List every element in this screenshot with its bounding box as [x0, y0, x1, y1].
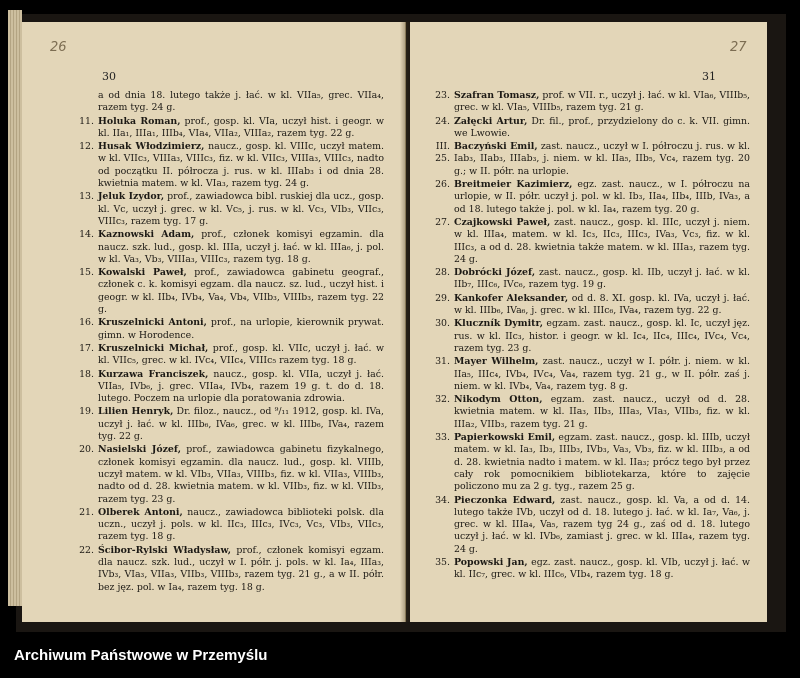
entry-number: 15.	[79, 267, 94, 279]
teacher-name: Szafran Tomasz,	[454, 90, 540, 101]
entry-number: 33.	[435, 432, 450, 444]
entry-number: 19.	[79, 406, 94, 418]
staff-entry	[72, 116, 384, 141]
archive-footer	[0, 634, 800, 678]
staff-entry	[72, 545, 384, 594]
entry-number: 21.	[79, 506, 94, 518]
entry-number: 16.	[79, 317, 94, 329]
staff-entry	[428, 179, 750, 216]
entry-number: 18.	[79, 368, 94, 380]
entry-number: 31.	[435, 356, 450, 368]
entry-number: 30.	[435, 318, 450, 330]
staff-entry	[72, 444, 384, 505]
entry-text: naucz., gosp. kl. VIIIc, uczył matem. w kl. VIIc₃, VIIIa₃, VIIIc₃, fiz. w kl. VIIc₃, VIIIa₃, VIIIc₃, nadto od początku II. półrocza j. rus. w kl. IIIab₃ i od dnia 28. kwietnia matem. w kl. VIa₃, razem tyg. 24 g.	[98, 141, 384, 190]
teacher-name: Kankofer Aleksander,	[454, 292, 569, 304]
staff-entry	[428, 394, 750, 431]
staff-entry	[428, 318, 750, 355]
staff-entry	[428, 432, 750, 493]
right-page	[410, 22, 767, 622]
entry-text: Dr. filoz., naucz., od ⁹/₁₁ 1912, gosp. kl. IVa, uczył j. łać. w kl. IIIb₆, IVa₆, grec. w kl. IIIb₆, IVa₄, razem tyg. 22 g.	[98, 406, 384, 443]
page-edges	[8, 10, 22, 606]
entry-text: zast. naucz., gosp. kl. IIb, uczył j. łać. w kl. IIb₇, IIIc₆, IVc₆, razem tyg. 19 g.	[454, 267, 750, 291]
entry-number: III. 25.	[435, 141, 450, 165]
staff-entry	[72, 229, 384, 266]
entry-number: 32.	[435, 394, 450, 406]
teacher-name: Kluczník Dymitr,	[454, 318, 544, 330]
teacher-name: Husak Włodzimierz,	[98, 141, 205, 153]
page-number: 30	[102, 70, 116, 83]
entry-number: 22.	[79, 544, 94, 556]
entry-text: egz. zast. naucz., w I. półroczu na urlopie, w II. półr. uczył j. pol. w kl. Ib₃, IIa₄, IIb₄, IIIb, IVa₃, a od 18. lutego także j. pol. w kl. Ia₄, razem tyg. 20 g.	[454, 179, 750, 215]
entry-text: zast. naucz., gosp. kl. Va, a od d. 14. lutego także IVb, uczył od d. 18. lutego j. łać. w kl. Ia₇, Va₆, j. grec. w kl. IIIa₄, Va₅, razem tyg 24 g., zaś od d. 18. lutego uczył j. łać. w kl. IVb₆, zamiast j. grec. w kl. IIIa₄, razem tyg. 24 g.	[454, 494, 750, 555]
entry-number: 29.	[435, 292, 450, 304]
staff-entry	[72, 406, 384, 443]
staff-entry	[428, 90, 750, 115]
entry-text: egzam. zast. naucz., gosp. kl. IIIb, uczył matem. w kl. Ia₃, Ib₃, IIIb₃, IVb₃, Va₃, Vb₃, fiz. w kl. IIIb₃, a od d. 28. kwietnia nadto i matem. w kl. IIa₃; prócz tego był przez cały rok pomocnikiem bibliotekarza, które to zajęcie policzono mu za 2 g. tyg., razem 25 g.	[454, 432, 750, 493]
staff-entry	[72, 343, 384, 368]
teacher-name: Kurzawa Franciszek,	[98, 368, 209, 380]
teacher-name: Mayer Wilhelm,	[454, 356, 539, 368]
teacher-name: Jeluk Izydor,	[98, 191, 165, 203]
staff-entry	[428, 356, 750, 393]
entry-text: od d. 8. XI. gosp. kl. IVa, uczył j. łać. w kl. IIIb₆, IVa₆, j. grec. w kl. IIIc₆, IVa₄, razem tyg. 22 g.	[454, 292, 750, 317]
entry-text: egzam. zast. naucz., gosp. kl. Ic, uczył jęz. rus. w kl. IIc₃, histor. i geogr. w kl. Ic₄, IIc₄, IIIc₄, IVc₄, Vc₄, razem tyg. 23 g.	[454, 318, 750, 354]
staff-entry	[72, 141, 384, 190]
staff-entry	[72, 191, 384, 228]
entry-text: prof., zawiadowca gabinetu fizykalnego, członek komisyi egzamin. dla naucz. lud., gosp. kl. VIIIb, uczył matem. w kl. VIb₃, VIIa₃, VIIIb₃, fiz. w kl. VIIa₃, VIIIb₃, nadto od d. 28. kwietnia matem. w kl. VIIb₃, fiz. w kl. VIIb₃, razem tyg. 23 g.	[98, 444, 384, 505]
teacher-name: Pieczonka Edward,	[454, 494, 556, 506]
teacher-name: Kruszelnicki Antoni,	[98, 317, 207, 329]
entry-text: prof., gosp. kl. VIa, uczył hist. i geogr. w kl. IIa₁, IIIa₁, IIIb₄, VIa₄, VIIa₂, VIIIa₂, razem tyg. 22 g.	[98, 115, 384, 139]
entry-number: 14.	[79, 229, 94, 241]
entry-text: zast. naucz., uczył w I. półr. j. niem. w kl. IIa₅, IIIc₄, IVb₄, IVc₄, Va₄, razem tyg. 21 g., w II. półr. zaś j. niem. w kl. IVb₄, Va₄, razem tyg. 8 g.	[454, 356, 750, 392]
staff-entry	[428, 267, 750, 292]
staff-entry	[72, 369, 384, 406]
entry-number: 13.	[79, 191, 94, 203]
entry-number: 20.	[79, 444, 94, 456]
continuation-text: a od dnia 18. lutego także j. łać. w kl. VIIa₅, grec. VIIa₄, razem tyg. 24 g.	[98, 90, 384, 114]
entry-number: 12.	[79, 141, 94, 153]
archive-name: Archiwum Państwowe w Przemyślu	[14, 647, 268, 664]
entry-number: 17.	[79, 342, 94, 354]
teacher-name: Kaznowski Adam,	[98, 229, 195, 241]
entry-text: zast. naucz., gosp. kl. IIIc, uczył j. niem. w kl. IIIa₄, matem. w kl. Ic₃, IIc₃, IIIc₃, IVa₃, Vc₃, fiz. w kl. IIIc₃, a od d. 28. kwietnia także matem. w kl. IIIa₃, razem tyg. 24 g.	[454, 216, 750, 265]
staff-entry	[428, 293, 750, 318]
teacher-name: Ścibor-Rylski Władysław,	[98, 544, 232, 556]
staff-entry	[428, 141, 750, 178]
entry-number: 24.	[435, 115, 450, 127]
entry-number: 35.	[435, 556, 450, 568]
teacher-name: Popowski Jan,	[454, 556, 528, 568]
right-page-text	[428, 90, 750, 583]
entry-text: prof., zawiadowca bibl. ruskiej dla ucz., gosp. kl. Vc, uczył j. grec. w kl. Vc₅, j. rus. w kl. Vc₃, VIb₃, VIIc₃, VIIIc₃, razem tyg. 17 g.	[98, 191, 384, 227]
entry-number: 11.	[79, 115, 94, 127]
teacher-name: Załęcki Artur,	[454, 115, 528, 127]
left-page	[22, 22, 406, 622]
teacher-name: Breitmeier Kazimierz,	[454, 179, 573, 191]
entry-number: 23.	[435, 90, 450, 101]
entry-text: naucz., gosp. kl. VIIa, uczył j. łać. VIIa₅, IVb₆, j. grec. VIIa₄, IVb₄, razem 19 g. t. do d. 18. lutego. Poczem na urlopie dla poratowania zdrowia.	[98, 368, 384, 405]
entry-text: prof., członek komisyi egzam. dla naucz. szk. lud., uczył w I. półr. j. pols. w kl. Ia₄, IIIa₃, IVb₃, VIa₃, VIIa₃, VIIb₃, VIIIb₃, razem tyg. 21 g., a w II. półr. bez jęz. pol. w Ia₄, razem tyg. 18 g.	[98, 544, 384, 593]
entry-text: Dr. fil., prof., przydzielony do c. k. VII. gimn. we Lwowie.	[454, 115, 751, 139]
page-number: 31	[702, 70, 716, 83]
pencil-number: 27	[730, 40, 747, 55]
teacher-name: Dobrócki Józef,	[454, 267, 536, 279]
staff-entry	[428, 557, 750, 582]
entry-number: 27.	[435, 216, 450, 228]
staff-entry	[428, 495, 750, 556]
entry-number: 34.	[435, 494, 450, 506]
teacher-name: Kruszelnicki Michał,	[98, 342, 209, 354]
staff-entry	[72, 317, 384, 342]
teacher-name: Nikodym Otton,	[454, 394, 543, 406]
entry-text: prof. w VII. r., uczył j. łać. w kl. VIa₆, VIIIb₅, grec. w kl. VIa₅, VIIIb₅, razem tyg. 21 g.	[454, 90, 751, 114]
entry-text: prof., gosp. kl. VIIc, uczył j. łać. w kl. VIIc₅, grec. w kl. IVc₄, VIIc₄, VIIIc₅ razem tyg. 18 g.	[98, 342, 384, 367]
entry-text: egzam. zast. naucz., uczył od d. 28. kwietnia matem. w kl. IIa₃, IIb₃, IIIa₃, VIa₃, VIIb₃, fiz. w kl. IIIa₂, VIIb₃, razem tyg. 21 g.	[454, 394, 751, 430]
teacher-name: Holuka Roman,	[98, 115, 181, 127]
entry-text: egz. zast. naucz., gosp. kl. VIb, uczył j. łać. w kl. IIc₇, grec. w kl. IIIc₆, VIb₄, razem tyg. 18 g.	[454, 556, 750, 581]
entry-text: zast. naucz., uczył w I. półroczu j. rus. w kl. Iab₃, IIab₃, IIIab₃, j. niem. w kl. IIa₅, IIb₅, Vc₄, razem tyg. 20 g.; w II. półr. na urlopie.	[454, 141, 750, 177]
pencil-number: 26	[50, 40, 67, 55]
teacher-name: Lilien Henryk,	[98, 406, 174, 418]
teacher-name: Kowalski Paweł,	[98, 267, 187, 279]
teacher-name: Baczyński Emil,	[454, 141, 538, 153]
teacher-name: Papierkowski Emil,	[454, 432, 556, 444]
entry-text: prof., zawiadowca gabinetu geograf., członek c. k. komisyi egzam. dla naucz. sz. lud., uczył hist. i geogr. w kl. IIb₄, IVb₄, Va₄, Vb₄, VIIb₃, VIIIb₃, razem tyg. 22 g.	[98, 267, 384, 316]
staff-entry	[72, 267, 384, 316]
staff-entry	[428, 116, 750, 141]
staff-entry	[428, 217, 750, 266]
teacher-name: Olberek Antoni,	[98, 506, 183, 518]
entry-number: 26.	[435, 179, 450, 191]
entry-number: 28.	[435, 267, 450, 279]
left-page-text	[72, 90, 384, 595]
staff-entry	[72, 507, 384, 544]
entry-text: prof., na urlopie, kierownik prywat. gimn. w Horodence.	[98, 317, 384, 341]
entry-text: prof., członek komisyi egzamin. dla naucz. szk. lud., gosp. kl. IIIa, uczył j. łać. w kl. IIIa₆, j. pol. w kl. Va₃, Vb₃, VIIIa₃, VIIIc₃, razem tyg. 18 g.	[98, 229, 385, 265]
teacher-name: Nasielski Józef,	[98, 444, 181, 456]
entry-text: naucz., zawiadowca biblioteki polsk. dla uczn., uczył j. pols. w kl. IIc₃, IIIc₃, IVc₃, Vc₃, VIb₃, VIIc₃, razem tyg. 18 g.	[98, 506, 384, 543]
teacher-name: Czajkowski Paweł,	[454, 216, 551, 228]
